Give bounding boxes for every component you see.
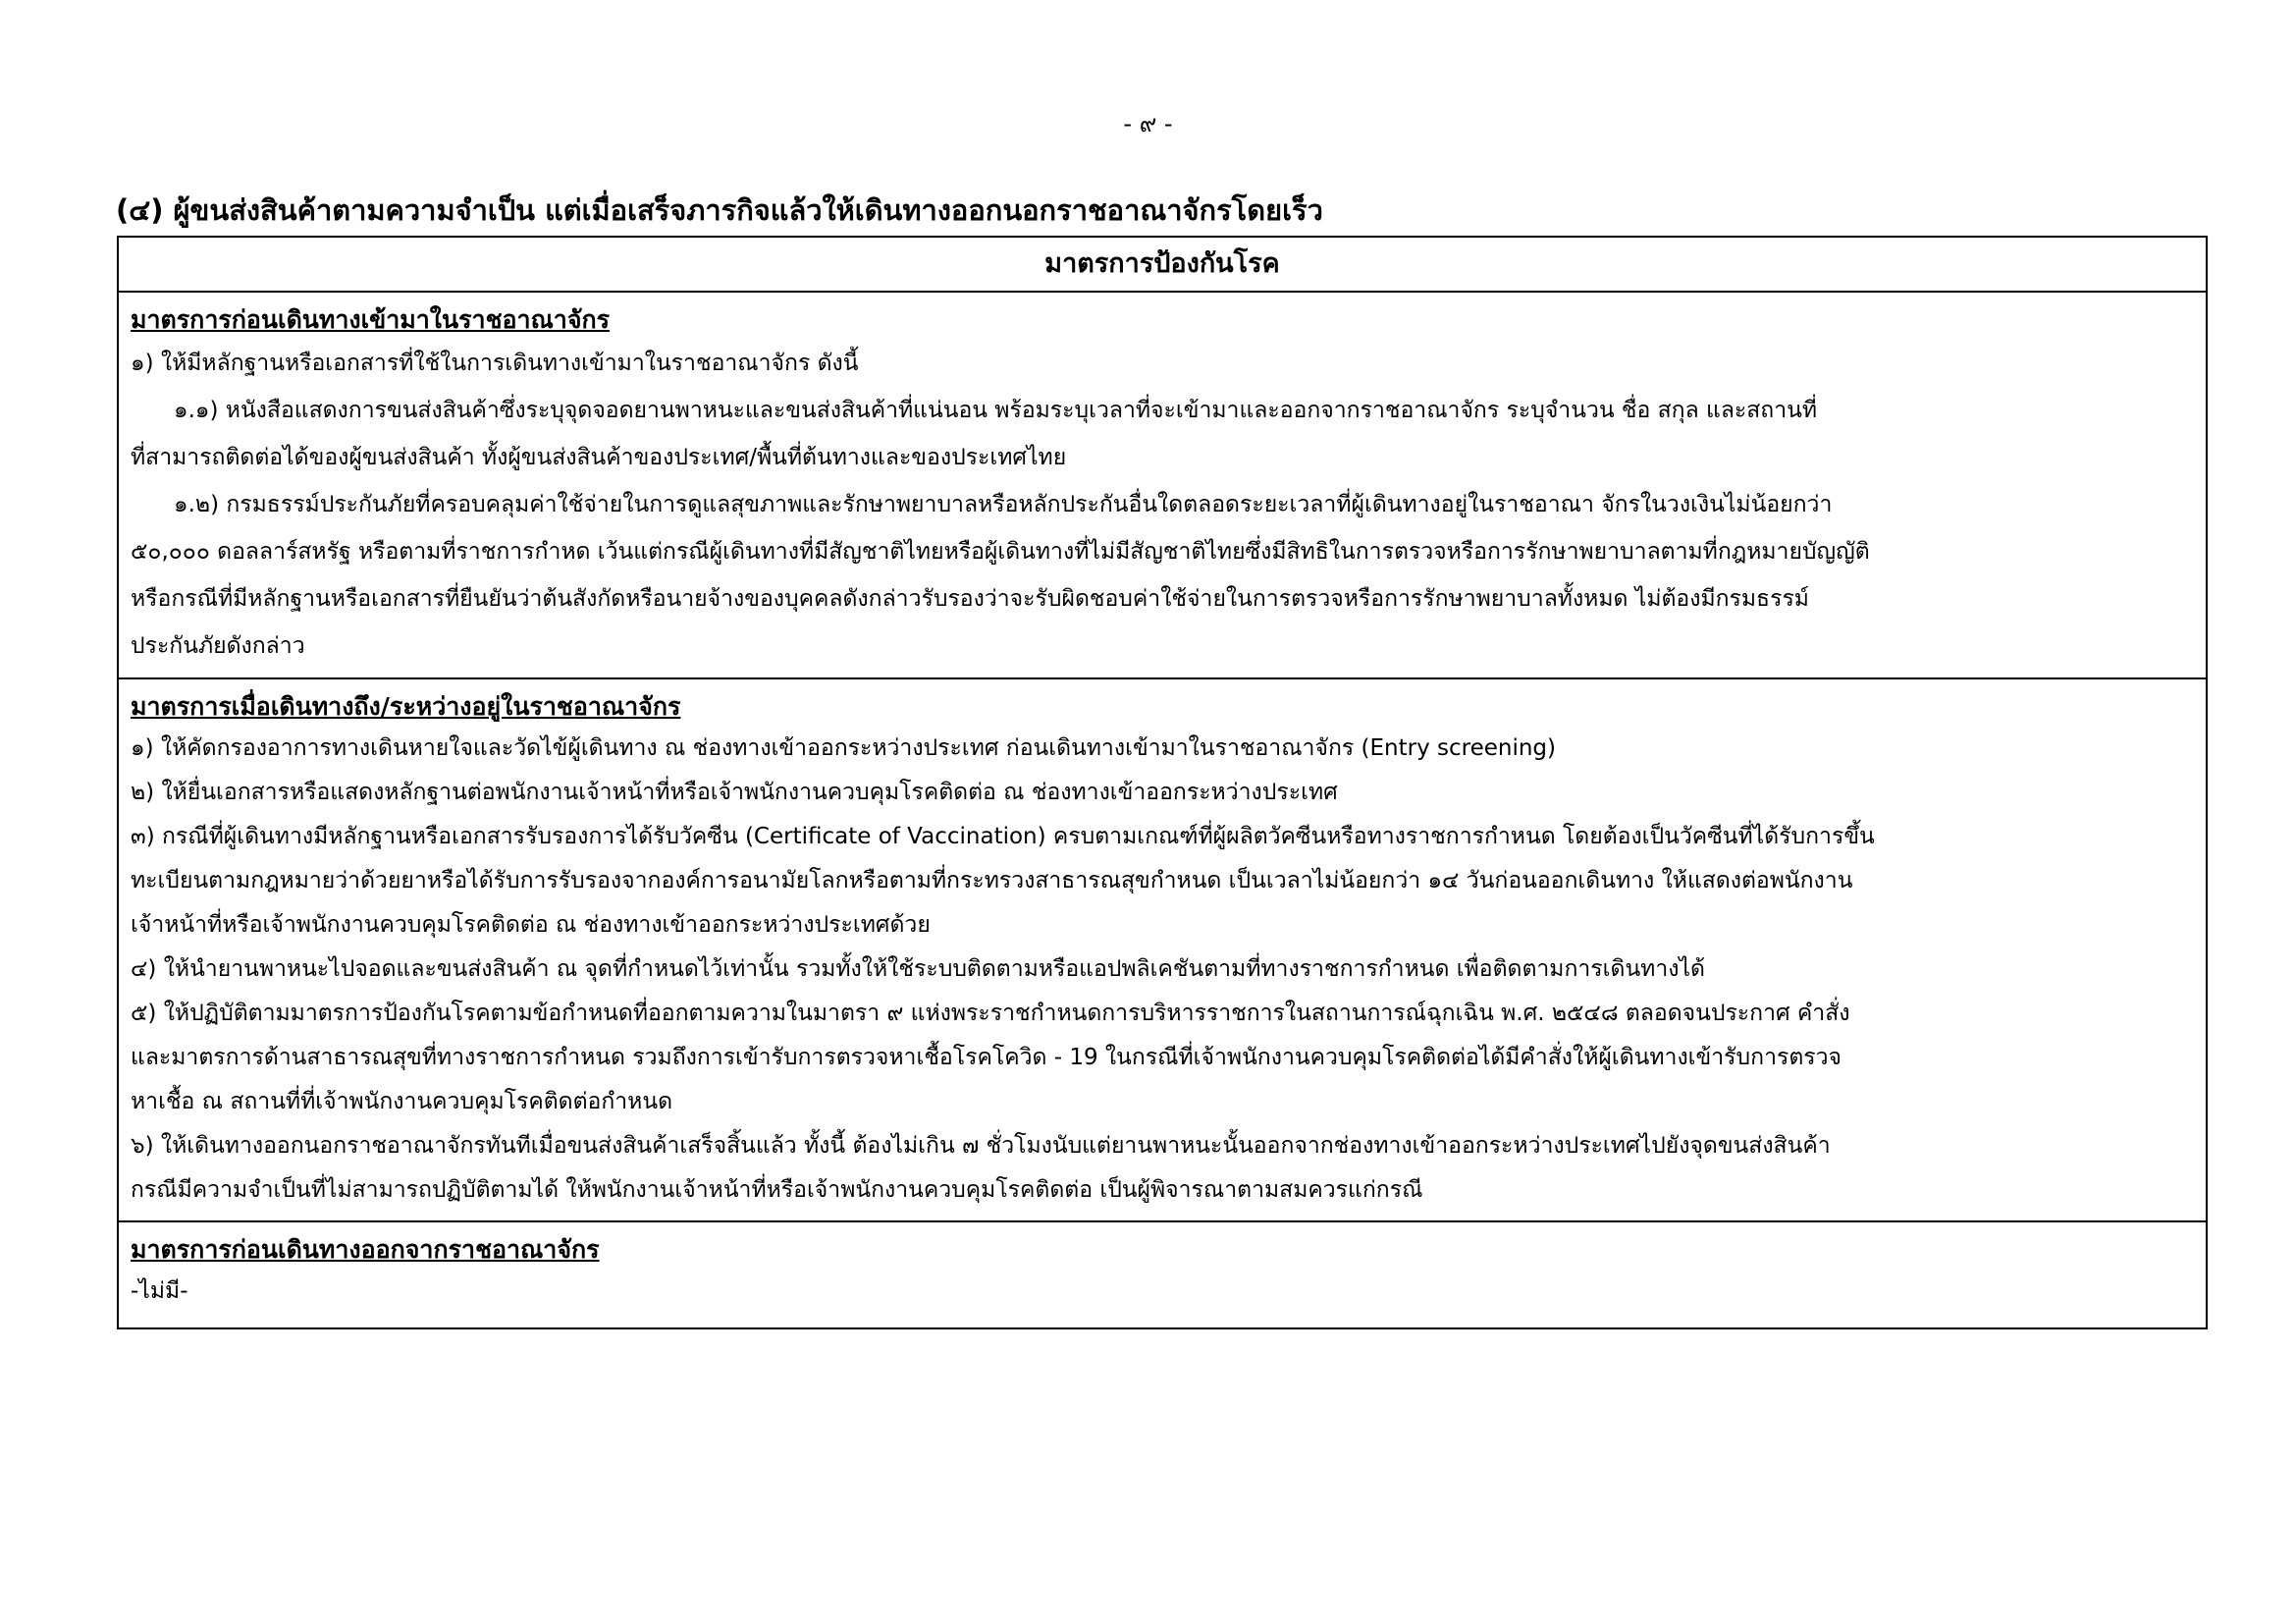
text-line: ๑) ให้คัดกรองอาการทางเดินหายใจและวัดไข้ผู้เดินทาง ณ ช่องทางเข้าออกระหว่างประเทศ ก่อนเดินทางเข้ามาในราชอาณาจักร (Entry screening) bbox=[131, 735, 1557, 761]
text-line: ๕) ให้ปฏิบัติตามมาตรการป้องกันโรคตามข้อกำหนดที่ออกตามความในมาตรา ๙ แห่งพระราชกำหนดการบริหารราชการในสถานการณ์ฉุกเฉิน พ.ศ. ๒๕๔๘ ตลอดจนประกาศ คำสั่ง bbox=[131, 1001, 1850, 1026]
text-line: ๖) ให้เดินทางออกนอกราชอาณาจักรทันทีเมื่อขนส่งสินค้าเสร็จสิ้นแล้ว ทั้งนี้ ต้องไม่เกิน ๗ ชั่วโมงนับแต่ยานพาหนะนั้นออกจากช่องทางเข้าออกระหว่างประเทศไปยังจุดขนส่งสินค้า bbox=[131, 1133, 1831, 1159]
text-line: ๕๐,๐๐๐ ดอลลาร์สหรัฐ หรือตามที่ราชการกำหด เว้นแต่กรณีผู้เดินทางที่มีสัญชาติไทยหรือผู้เดินทางที่ไม่มีสัญชาติไทยซึ่งมีสิทธิในการตรวจหรือการรักษาพยาบาลตามที่กฎหมายบัญญัติ bbox=[131, 539, 1870, 565]
text-line: ทะเบียนตามกฎหมายว่าด้วยยาหรือได้รับการรับรองจากองค์การอนามัยโลกหรือตามที่กระทรวงสาธารณสุขกำหนด เป็นเวลาไม่น้อยกว่า ๑๔ วันก่อนออกเดินทาง ให้แสดงต่อพนักงาน bbox=[131, 868, 1853, 893]
text-line: ๑) ให้มีหลักฐานหรือเอกสารที่ใช้ในการเดินทางเข้ามาในราชอาณาจักร ดังนี้ bbox=[131, 351, 859, 376]
section-during-stay bbox=[119, 679, 2206, 1222]
text-line: ๑.๑) หนังสือแสดงการขนส่งสินค้าซึ่งระบุจุดจอดยานพาหนะและขนส่งสินค้าที่แน่นอน พร้อมระบุเวลาที่จะเข้ามาและออกจากราชอาณาจักร ระบุจำนวน ชื่อ สกุล และสถานที่ bbox=[174, 398, 1818, 423]
section-title: มาตรการก่อนเดินทางออกจากราชอาณาจักร bbox=[131, 1235, 600, 1264]
text-line: และมาตรการด้านสาธารณสุขที่ทางราชการกำหนด รวมถึงการเข้ารับการตรวจหาเชื้อโรคโควิด - 19 ในกรณีที่เจ้าพนักงานควบคุมโรคติดต่อได้มีคำสั่งให้ผู้เดินทางเข้ารับการตรวจ bbox=[131, 1045, 1842, 1070]
text-line: ๔) ให้นำยานพาหนะไปจอดและขนส่งสินค้า ณ จุดที่กำหนดไว้เท่านั้น รวมทั้งให้ใช้ระบบติดตามหรือแอปพลิเคชันตามที่ทางราชการกำหนด เพื่อติดตามการเดินทางได้ bbox=[131, 956, 1705, 982]
text-line: หรือกรณีที่มีหลักฐานหรือเอกสารที่ยืนยันว่าต้นสังกัดหรือนายจ้างของบุคคลดังกล่าวรับรองว่าจะรับผิดชอบค่าใช้จ่ายในการตรวจหรือการรักษาพยาบาลทั้งหมด ไม่ต้องมีกรมธรรม์ bbox=[131, 586, 1809, 612]
text-line: กรณีมีความจำเป็นที่ไม่สามารถปฏิบัติตามได้ ให้พนักงานเจ้าหน้าที่หรือเจ้าพนักงานควบคุมโรคติดต่อ เป็นผู้พิจารณาตามสมควรแก่กรณี bbox=[131, 1177, 1423, 1203]
text-line: ประกันภัยดังกล่าว bbox=[131, 633, 305, 659]
text-line: ที่สามารถติดต่อได้ของผู้ขนส่งสินค้า ทั้งผู้ขนส่งสินค้าของประเทศ/พื้นที่ต้นทางและของประเทศไทย bbox=[131, 445, 1067, 470]
text-line: ๓) กรณีที่ผู้เดินทางมีหลักฐานหรือเอกสารรับรองการได้รับวัคซีน (Certificate of Vaccination) ครบตามเกณฑ์ที่ผู้ผลิตวัคซีนหรือทางราชการกำหนด โดยต้องเป็นวัคซีนที่ได้รับการขึ้น bbox=[131, 824, 1875, 849]
document-heading: (๔) ผู้ขนส่งสินค้าตามความจำเป็น แต่เมื่อเสร็จภารกิจแล้วให้เดินทางออกนอกราชอาณาจักรโดยเร็ว bbox=[116, 193, 1323, 227]
text-line: เจ้าหน้าที่หรือเจ้าพนักงานควบคุมโรคติดต่อ ณ ช่องทางเข้าออกระหว่างประเทศด้วย bbox=[131, 912, 931, 938]
section-before-entry bbox=[119, 293, 2206, 679]
section-before-exit bbox=[119, 1222, 2206, 1327]
text-line: -ไม่มี- bbox=[131, 1278, 188, 1304]
page-number: - ๙ - bbox=[1123, 110, 1173, 137]
section-title: มาตรการก่อนเดินทางเข้ามาในราชอาณาจักร bbox=[131, 305, 611, 334]
section-title: มาตรการเมื่อเดินทางถึง/ระหว่างอยู่ในราชอาณาจักร bbox=[131, 692, 681, 721]
text-line: หาเชื้อ ณ สถานที่ที่เจ้าพนักงานควบคุมโรคติดต่อกำหนด bbox=[131, 1089, 672, 1114]
text-line: ๑.๒) กรมธรรม์ประกันภัยที่ครอบคลุมค่าใช้จ่ายในการดูแลสุขภาพและรักษาพยาบาลหรือหลักประกันอื่นใดตลอดระยะเวลาที่ผู้เดินทางอยู่ในราชอาณา จักรในวงเงินไม่น้อยกว่า bbox=[174, 492, 1833, 517]
table-header: มาตรการป้องกันโรค bbox=[119, 238, 2206, 293]
text-line: ๒) ให้ยื่นเอกสารหรือแสดงหลักฐานต่อพนักงานเจ้าหน้าที่หรือเจ้าพนักงานควบคุมโรคติดต่อ ณ ช่องทางเข้าออกระหว่างประเทศ bbox=[131, 780, 1338, 805]
measures-table bbox=[117, 236, 2208, 1329]
